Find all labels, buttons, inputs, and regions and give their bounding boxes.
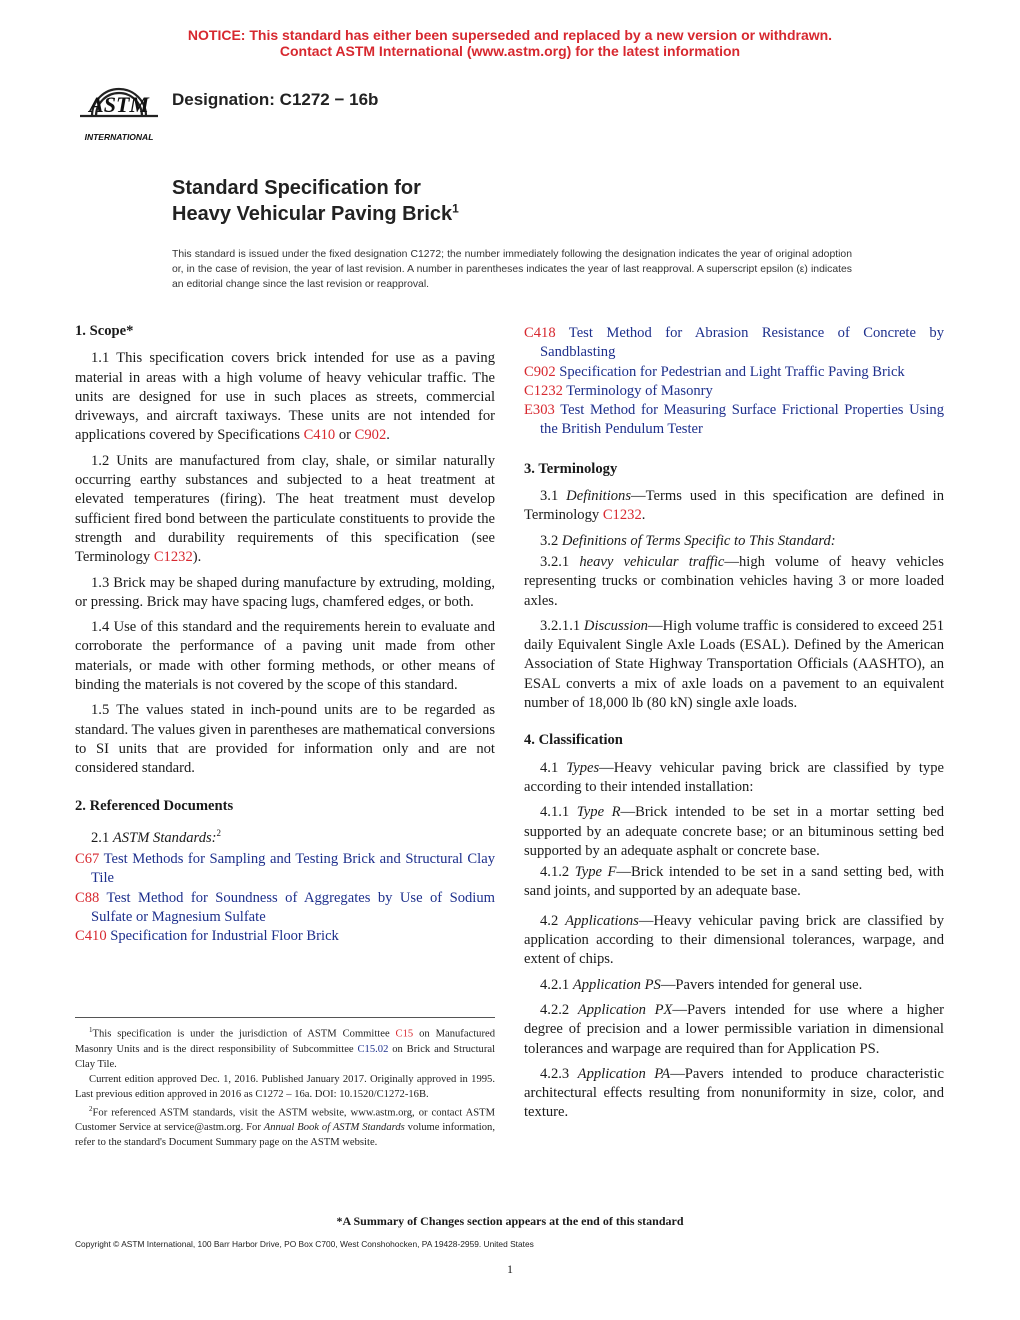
terminology-para-3-2-1: 3.2.1 heavy vehicular traffic—high volume of heavy vehicles representing trucks or combination vehicles having 3 or more loaded axles. [524,553,944,609]
title-line-2: Heavy Vehicular Paving Brick [172,203,453,225]
right-column [524,324,944,1129]
ref-item-c410[interactable]: C410 Specification for Industrial Floor Brick [75,928,339,945]
scope-para-1-1: 1.1 This specification covers brick intended for use as a paving material in areas with a high volume of heavy vehicular traffic. The units are designed for use in such places as streets, commercial driveways, and aircraft taxiways. These units are not intended for applications covered by Specifications C410 or C902. [75,350,495,444]
scope-para-1-5: 1.5 The values stated in inch-pound units are to be regarded as standard. The values given in parentheses are mathematical conversions to SI units that are provided for information only and are not considered standard. [75,702,495,777]
astm-logo-icon [74,76,164,146]
classification-para-4-1: 4.1 Types—Heavy vehicular paving brick are classified by type according to their intended installation: [524,759,945,795]
terminology-para-3-1: 3.1 Definitions—Terms used in this specification are defined in Terminology C1232. [524,488,945,524]
ref-item-c88[interactable]: C88 Test Method for Soundness of Aggregates by Use of Sodium Sulfate or Magnesium Sulfate [75,889,495,925]
footnote-1: $^1$This specification is under the jurisdiction of ASTM Committee C15 on Manufactured Masonry Units and is the direct responsibility of Subcommittee C15.02 on Brick and Structural Clay Tile. [75,1026,496,1070]
designation: Designation: C1272 − 16b [172,90,379,109]
ref-item-c1232[interactable]: C1232 Terminology of Masonry [524,382,713,399]
title-line-1: Standard Specification for [172,177,421,199]
notice-line-1: NOTICE: This standard has either been superseded and replaced by a new version or withdrawn. [187,27,833,43]
classification-heading: 4. Classification [524,732,623,749]
issued-note: This standard is issued under the fixed designation C1272; the number immediately following the designation indicates the year of original adoption or, in the case of revision, the year of last revision. A number in parentheses indicates the year of last reapproval. A superscript epsilon (ε) indicates an editorial change since the last revision or reapproval. [172,249,852,290]
scope-para-1-3: 1.3 Brick may be shaped during manufacture by extruding, molding, or pressing. Brick may have spacing lugs, chamfered edges, or both. [75,574,495,610]
summary-note: *A Summary of Changes section appears at the end of this standard [336,1214,684,1228]
ref-item-e303[interactable]: E303 Test Method for Measuring Surface Frictional Properties Using the British Pendulum Tester [524,402,944,438]
classification-para-4-2-1: 4.2.1 Application PS—Pavers intended for general use. [540,976,863,993]
classification-para-4-1-2: 4.1.2 Type F—Brick intended to be set in a sand setting bed, with sand joints, and supported by an adequate base. [524,864,944,900]
referenced-heading: 2. Referenced Documents [75,797,234,814]
logo-letters: ASTM [89,92,149,117]
logo-caption: INTERNATIONAL [84,132,154,142]
withdrawal-notice [0,27,1020,59]
ref-item-c418[interactable]: C418 Test Method for Abrasion Resistance of Concrete by Sandblasting [524,325,944,361]
terminology-para-3-2: 3.2 Definitions of Terms Specific to This Standard: [540,532,836,549]
scope-heading: 1. Scope* [75,323,134,339]
classification-para-4-2-2: 4.2.2 Application PX—Pavers intended for use where a higher degree of precision and a lower permissible variation in dimensional tolerances and warpage are required than for Application PS. [524,1001,944,1057]
page-number: 1 [507,1262,513,1276]
ref-link-c1232-terminology[interactable]: C1232 [602,507,642,524]
terminology-heading: 3. Terminology [524,460,618,477]
ref-link-c15[interactable]: C15 [395,1028,414,1040]
ref-item-c902[interactable]: C902 Specification for Pedestrian and Light Traffic Paving Brick [524,363,905,380]
ref-item-c67[interactable]: C67 Test Methods for Sampling and Testing Brick and Structural Clay Tile [75,850,495,887]
terminology-para-3-2-1-1: 3.2.1.1 Discussion—High volume traffic is considered to exceed 251 daily Equivalent Single Axle Loads (ESAL). Defined by the American Association of State Highway Transportation Officials (AASHTO), an ESAL converts a mix of axle loads on a pavement to an equivalent number of 18,000 lb (80 kN) single axle loads. [524,617,944,712]
notice-line-2: Contact ASTM International (www.astm.org) for the latest information [279,43,741,59]
ref-link-c902[interactable]: C902 [354,427,387,444]
left-column [75,322,495,946]
classification-para-4-2-3: 4.2.3 Application PA—Pavers intended to produce characteristic architectural effects resulting from nonuniformity in size, color, and texture. [524,1065,944,1121]
copyright: Copyright © ASTM International, 100 Barr Harbor Drive, PO Box C700, West Conshohocken, PA 19428-2959. United States [75,1239,534,1249]
document-title [172,175,459,227]
title-footnote-mark: 1 [452,201,459,216]
referenced-intro: 2.1 ASTM Standards:$^2$ [91,827,222,846]
ref-link-c1232[interactable]: C1232 [153,549,193,566]
classification-para-4-2: 4.2 Applications—Heavy vehicular paving brick are classified by application according to their dimensional tolerances, warpage, and extent of chips. [524,912,945,968]
ref-link-c410[interactable]: C410 [303,427,336,444]
footnote-2: $^2$For referenced ASTM standards, visit the ASTM website, www.astm.org, or contact ASTM Customer Service at service@astm.org. For Annual Book of ASTM Standards volume information, refer to the standard's Document Summary page on the ASTM website. [75,1104,495,1149]
footnotes [75,1017,495,1150]
footnote-edition: Current edition approved Dec. 1, 2016. Published January 2017. Originally approved in 1995. Last previous edition approved in 2016 as C1272 – 16a. DOI: 10.1520/C1272-16B. [75,1073,495,1100]
scope-para-1-4: 1.4 Use of this standard and the requirements herein to evaluate and corroborate the performance of a paving unit made from other materials, or made with other forming methods, or other means of binding the materials is not covered by the scope of this standard. [75,619,495,694]
scope-para-1-2: 1.2 Units are manufactured from clay, shale, or similar naturally occurring earthy substances and subjected to a heat treatment at elevated temperatures (firing). The heat treatment must develop sufficient fired bond between the particulate constituents to provide the strength and durability requirements of this specification (see Terminology C1232). [75,452,495,566]
classification-para-4-1-1: 4.1.1 Type R—Brick intended to be set in a mortar setting bed supported by an adequate concrete base; or an bituminous setting bed supported by an adequate asphalt or concrete base. [524,804,944,859]
ref-link-c15-02[interactable]: C15.02 [357,1043,389,1055]
